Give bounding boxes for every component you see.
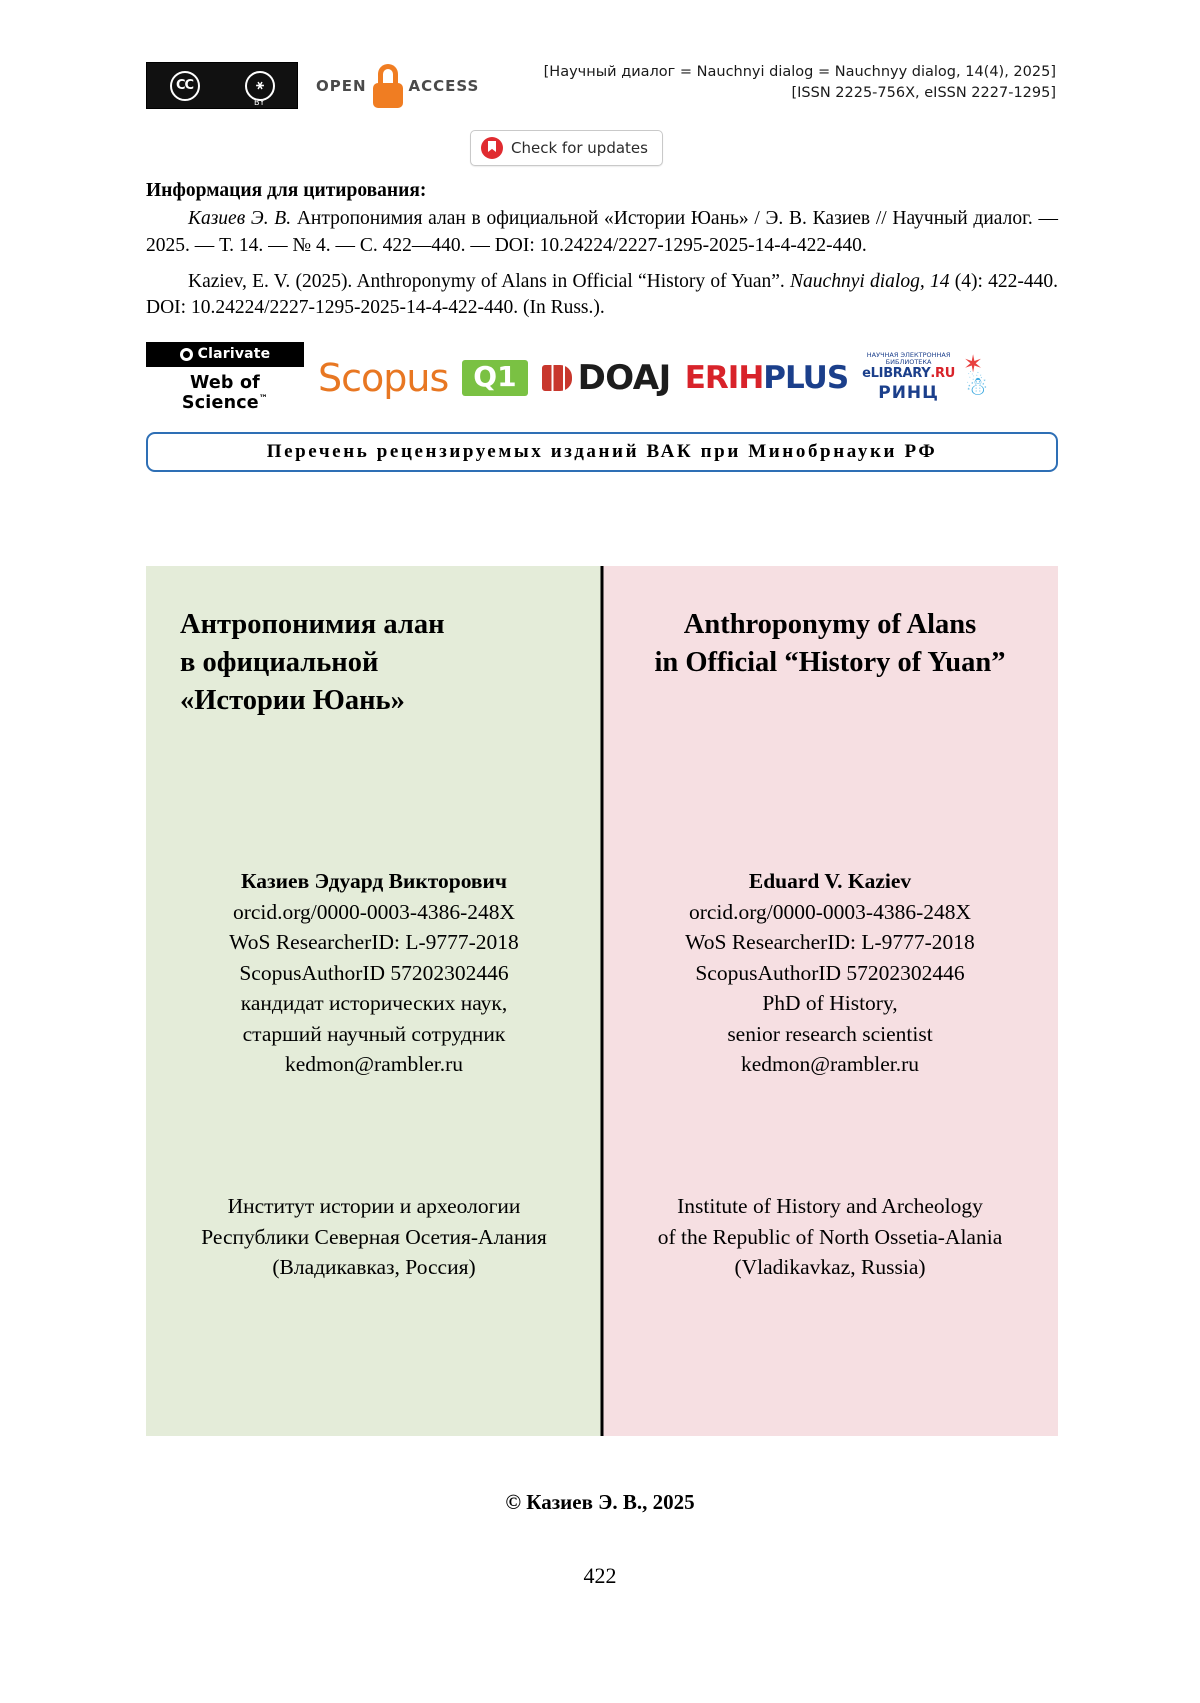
- affiliation-ru-line3: (Владикавказ, Россия): [272, 1255, 476, 1280]
- author-name-ru: Казиев Эдуард Викторович: [240, 869, 508, 893]
- check-for-updates-button[interactable]: [470, 130, 663, 166]
- quartile-badge: Q1: [462, 360, 527, 396]
- cc-by-cell: [222, 63, 297, 108]
- russian-panel: [146, 566, 602, 1436]
- erihplus-logo[interactable]: [685, 360, 848, 396]
- scopus-logo[interactable]: Scopus: [318, 355, 449, 400]
- author-orcid-en[interactable]: orcid.org/0000-0003-4386-248X: [688, 899, 972, 924]
- author-orcid-ru[interactable]: orcid.org/0000-0003-4386-248X: [232, 899, 516, 924]
- clarivate-bar: [146, 342, 304, 367]
- citation-en-part1: Kaziev, E. V. (2025). Anthroponymy of Alans in Official “History of Yuan”.: [188, 270, 791, 292]
- affiliation-ru-line1: Институт истории и археологии: [227, 1194, 521, 1218]
- creative-commons-by-icon: [146, 62, 298, 109]
- copyright-line: © Казиев Э. В., 2025: [505, 1490, 695, 1514]
- page-number: 422: [583, 1563, 617, 1588]
- clarivate-label: Clarivate: [197, 346, 271, 362]
- author-email-ru[interactable]: kedmon@rambler.ru: [284, 1052, 463, 1077]
- elibrary-text: [862, 352, 955, 404]
- elibrary-figure-icon: [959, 349, 989, 404]
- open-access-word-2: ACCESS: [408, 76, 480, 95]
- english-panel: [602, 566, 1058, 1436]
- citation-ru-author: Казиев Э. В.: [188, 208, 292, 230]
- article-title-en: Anthroponymy of Alans in Official “History of Yuan”: [654, 609, 1006, 678]
- citation-en-part2: (4): 422-440. DOI: 10.24224/2227-1295-2025-14-4-422-440. (In Russ.).: [146, 270, 1059, 319]
- plus-label: PLUS: [763, 359, 849, 396]
- vak-list-banner: Перечень рецензируемых изданий ВАК при Минобрнауки РФ: [146, 432, 1058, 472]
- author-researcherid-en: WoS ResearcherID: L-9777-2018: [685, 930, 975, 955]
- author-info-en: [602, 866, 1058, 1080]
- cc-circle-icon: CC: [170, 71, 200, 101]
- star-icon: ✶: [963, 349, 984, 378]
- crossmark-icon: [481, 137, 503, 159]
- doaj-label: DOAJ: [577, 357, 671, 398]
- citation-russian: [146, 206, 1058, 259]
- author-name-en: Eduard V. Kaziev: [748, 869, 912, 893]
- affiliation-en-line2: of the Republic of North Ossetia-Alania: [657, 1224, 1003, 1249]
- citation-block: [146, 178, 1058, 322]
- elibrary-name: eLIBRARY.RU: [862, 366, 955, 382]
- doaj-logo[interactable]: [542, 358, 671, 398]
- person-figure-icon: ☃: [965, 371, 989, 402]
- author-email-en[interactable]: kedmon@rambler.ru: [740, 1052, 919, 1077]
- affiliation-ru-line2: Республики Северная Осетия-Алания: [201, 1224, 547, 1249]
- person-icon: ⚹: [245, 71, 275, 101]
- journal-issn: [ISSN 2225-756X, eISSN 2227-1295]: [791, 85, 1056, 102]
- cc-logo-cell: [147, 63, 222, 108]
- web-of-science-logo[interactable]: [146, 342, 304, 413]
- affiliation-ru: [146, 1191, 602, 1283]
- journal-title-issue: [Научный диалог = Nauchnyi dialog = Nauchnyy dialog, 14(4), 2025]: [543, 64, 1056, 80]
- citation-english: [146, 269, 1058, 322]
- open-access-badge: [316, 64, 479, 108]
- author-scopusid-en: ScopusAuthorID 57202302446: [695, 960, 965, 985]
- indexing-logos-row: [146, 345, 1058, 413]
- affiliation-en-line1: Institute of History and Archeology: [677, 1194, 983, 1218]
- author-info-ru: [146, 866, 602, 1080]
- affiliation-en: [602, 1191, 1058, 1283]
- header-top-row: [146, 62, 1056, 109]
- citation-ru-body: Антропонимия алан в официальной «Истории Юань» / Э. В. Казиев // Научный диалог. — 2025. — Т. 14. — № 4. — С. 422—440. — DOI: 10.24224/2227-1295-2025-14-4-422-440.: [146, 208, 1058, 256]
- author-degree-ru: кандидат исторических наук,: [240, 991, 508, 1016]
- page-header: [146, 62, 1056, 109]
- panel-divider: [601, 566, 604, 1436]
- check-for-updates-label: Check for updates: [511, 139, 648, 157]
- author-scopusid-ru: ScopusAuthorID 57202302446: [239, 960, 509, 985]
- author-researcherid-ru: WoS ResearcherID: L-9777-2018: [229, 930, 519, 955]
- elibrary-tagline: НАУЧНАЯ ЭЛЕКТРОННАЯ БИБЛИОТЕКА: [866, 350, 951, 366]
- open-access-word-1: OPEN: [316, 76, 367, 95]
- elibrary-rinc-logo[interactable]: [862, 349, 989, 404]
- license-badges: [146, 62, 479, 109]
- open-lock-icon: [371, 64, 405, 108]
- bilingual-title-panels: [146, 566, 1058, 1436]
- erih-label: ERIH: [684, 359, 764, 396]
- author-position-ru: старший научный сотрудник: [242, 1021, 506, 1046]
- citation-heading: Информация для цитирования:: [146, 180, 427, 201]
- journal-identification: [544, 62, 1056, 104]
- rinc-label: РИНЦ: [878, 383, 939, 404]
- author-degree-en: PhD of History,: [762, 991, 898, 1016]
- affiliation-en-line3: (Vladikavkaz, Russia): [734, 1255, 926, 1280]
- doaj-mark-icon: [542, 365, 572, 391]
- cc-by-label: BY: [254, 98, 265, 107]
- author-position-en: senior research scientist: [727, 1021, 933, 1046]
- article-title-ru: Антропонимия алан в официальной «Истории Юань»: [180, 609, 445, 716]
- citation-en-journal: Nauchnyi dialog, 14: [790, 270, 950, 292]
- web-of-science-label: Web of Science™: [181, 373, 269, 413]
- clarivate-icon: [180, 348, 193, 361]
